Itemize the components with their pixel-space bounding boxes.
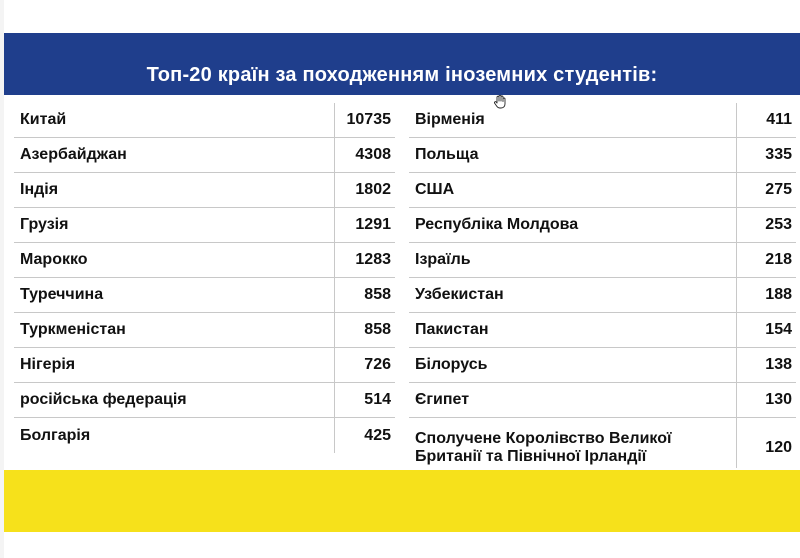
country-name: Грузія [20,216,69,233]
table-row [14,173,395,208]
country-name: Туркменістан [20,321,126,338]
student-count: 1802 [355,181,391,198]
student-count: 130 [765,391,792,408]
student-count: 138 [765,356,792,373]
table-row [14,278,395,313]
table-row [409,138,796,173]
table-row [14,208,395,243]
country-name: Туреччина [20,286,104,303]
country-name: Китай [20,111,67,128]
country-name: Нігерія [20,356,76,373]
footer-band-yellow [4,470,800,532]
table-row [409,243,796,278]
country-name: Узбекистан [415,286,504,303]
table-row [409,348,796,383]
table-row [14,138,395,173]
student-count: 425 [364,426,391,444]
country-name: Індія [20,181,59,198]
table-row [409,418,796,478]
student-count: 253 [765,216,792,233]
country-name: російська федерація [20,391,187,408]
table-row [14,383,395,418]
countries-table-right [409,103,796,478]
student-count: 335 [765,146,792,163]
table-row [409,208,796,243]
table-row [409,383,796,418]
table-row [14,313,395,348]
student-count: 275 [765,181,792,198]
student-count: 4308 [355,146,391,163]
country-name: США [415,181,455,198]
table-row [14,418,395,453]
student-count: 514 [364,391,391,408]
student-count: 411 [766,111,792,128]
student-count: 154 [765,321,792,338]
table-row [409,278,796,313]
country-name: Азербайджан [20,146,127,163]
slide [4,0,800,558]
country-name: Пакистан [415,321,489,338]
country-name: Ізраїль [415,251,471,268]
country-name: Вірменія [415,111,485,128]
student-count: 188 [765,286,792,303]
table-row [14,348,395,383]
countries-table-left [14,103,395,453]
student-count: 1283 [355,251,391,268]
country-name: Республіка Молдова [415,216,579,233]
slide-title: Топ-20 країн за походженням іноземних студентів: [146,64,658,86]
country-name: Білорусь [415,356,488,373]
country-name: Сполучене Королівство Великої Британії та Північної Ірландії [415,430,672,465]
table-row [409,173,796,208]
table-row [409,313,796,348]
country-name: Єгипет [415,391,470,408]
student-count: 858 [364,321,391,338]
student-count: 858 [364,286,391,303]
table-row [14,103,395,138]
student-count: 120 [765,439,792,456]
country-name: Польща [415,146,479,163]
student-count: 218 [765,251,792,268]
student-count: 1291 [355,216,391,233]
table-row [409,103,796,138]
country-name: Болгарія [20,426,91,444]
student-count: 726 [364,356,391,373]
country-name: Марокко [20,251,88,268]
student-count: 10735 [346,111,391,128]
table-row [14,243,395,278]
